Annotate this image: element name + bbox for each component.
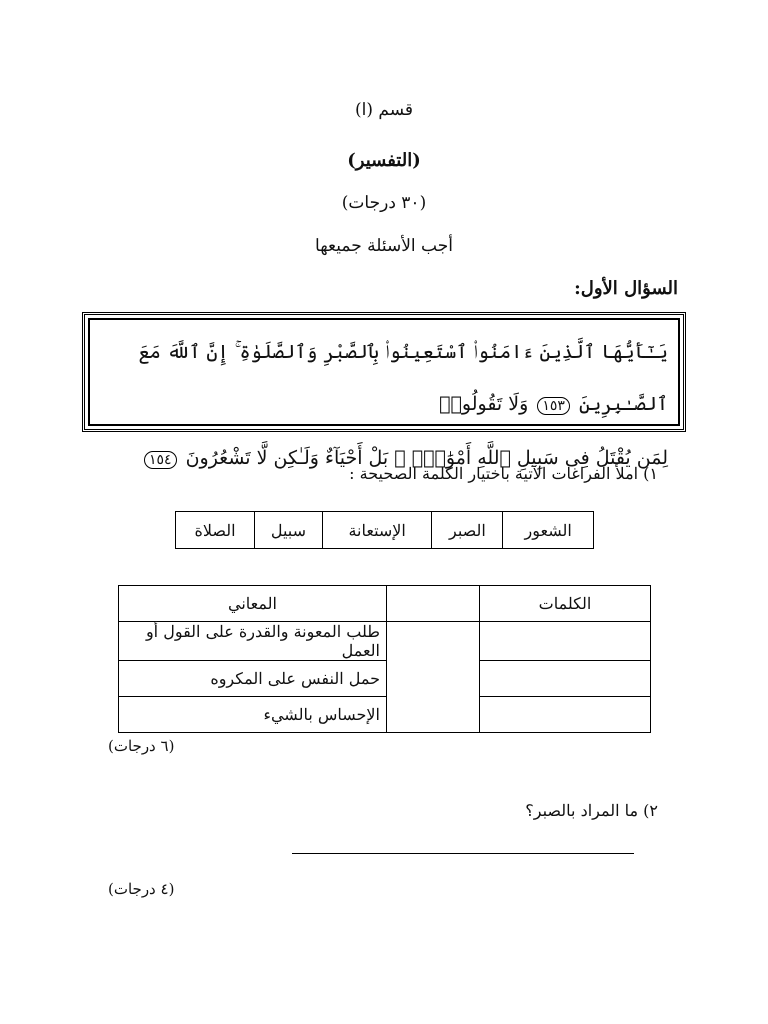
marks-part-2: (٤ درجات) bbox=[108, 880, 175, 898]
verse-text bbox=[88, 318, 680, 469]
ayah-number-mark: ١٥٣ bbox=[537, 397, 570, 415]
table-header-row bbox=[119, 586, 651, 622]
word-choice: سبيل bbox=[255, 512, 323, 549]
words-meanings-table bbox=[118, 585, 651, 733]
answer-line[interactable] bbox=[292, 853, 634, 854]
meaning-cell: حمل النفس على المكروه bbox=[119, 661, 387, 697]
header-words: الكلمات bbox=[480, 586, 651, 622]
word-choice: الإستعانة bbox=[322, 512, 432, 549]
section-heading: قسم (ا) bbox=[355, 100, 413, 120]
table-row bbox=[119, 661, 651, 697]
verse-line-1-text: يَـٰٓأَيُّهَا ٱلَّذِينَ ءَامَنُوا۟ ٱسْتَعِينُوا۟ بِٱلصَّبْرِ وَٱلصَّلَوٰةِ ۚ إِنَّ ٱللَّهَ مَعَ ٱلصَّـٰبِرِينَ bbox=[138, 341, 668, 415]
word-choice: الشعور bbox=[503, 512, 594, 549]
question-1-title: السؤال الأول: bbox=[574, 278, 678, 299]
meaning-cell: طلب المعونة والقدرة على القول أو العمل bbox=[119, 622, 387, 661]
marks-part-1: (٦ درجات) bbox=[108, 737, 175, 755]
word-answer-blank[interactable] bbox=[480, 661, 651, 697]
verse-line-2-text: لِمَن يُقْتَلُ فِى سَبِيلِ ٱللَّهِ أَمْوَٰتٌۢ ۚ بَلْ أَحْيَآءٌ وَلَـٰكِن لَّا تَشْعُرُونَ bbox=[185, 447, 668, 469]
total-marks: (٣٠ درجات) bbox=[341, 193, 427, 213]
word-choice: الصلاة bbox=[176, 512, 255, 549]
subject-title: (التفسير) bbox=[347, 150, 421, 171]
header-meanings: المعاني bbox=[119, 586, 387, 622]
gap-cell bbox=[387, 622, 480, 733]
verse-line-1 bbox=[100, 326, 668, 432]
meaning-cell: الإحساس بالشيء bbox=[119, 697, 387, 733]
word-answer-blank[interactable] bbox=[480, 697, 651, 733]
verse-frame bbox=[82, 312, 686, 469]
question-1-1-prompt: ١) املأ الفراغات الآتية باختيار الكلمة الصحيحة : bbox=[349, 464, 658, 483]
header-gap bbox=[387, 586, 480, 622]
table-row bbox=[119, 697, 651, 733]
table-row bbox=[119, 622, 651, 661]
word-choices-table bbox=[175, 511, 594, 549]
word-choice: الصبر bbox=[432, 512, 503, 549]
ayah-number-mark: ١٥٤ bbox=[144, 451, 177, 469]
verse-line-1-end: وَلَا تَقُولُوا۟ bbox=[439, 393, 529, 415]
question-1-2-prompt: ٢) ما المراد بالصبر؟ bbox=[525, 801, 658, 820]
instruction-text: أجب الأسئلة جميعها bbox=[315, 236, 453, 256]
word-answer-blank[interactable] bbox=[480, 622, 651, 661]
word-choices-row bbox=[176, 512, 594, 549]
